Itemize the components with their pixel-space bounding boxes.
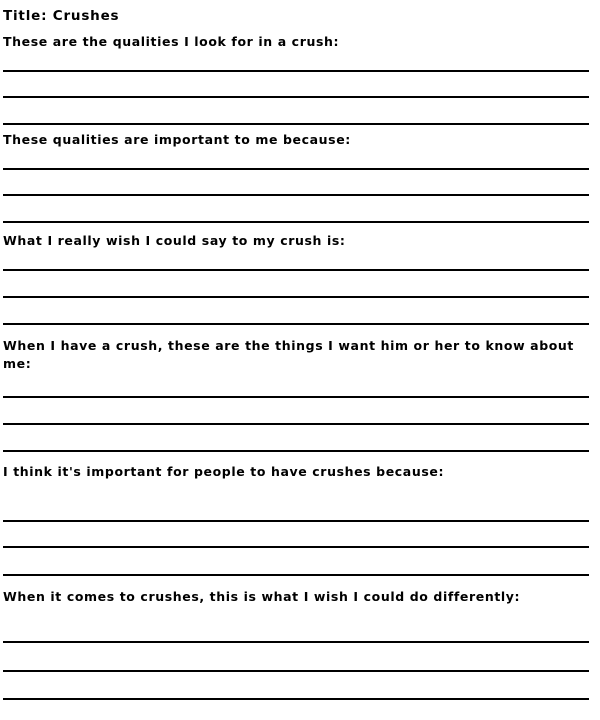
prompt-3: What I really wish I could say to my crush is: [3, 233, 346, 248]
answer-line-1c[interactable] [3, 123, 589, 125]
answer-line-1a[interactable] [3, 70, 589, 72]
prompt-2: These qualities are important to me because: [3, 132, 351, 147]
answer-line-5c[interactable] [3, 574, 589, 576]
answer-line-4c[interactable] [3, 450, 589, 452]
worksheet-title: Title: Crushes [3, 8, 120, 24]
answer-line-3a[interactable] [3, 269, 589, 271]
answer-line-3c[interactable] [3, 323, 589, 325]
answer-line-4a[interactable] [3, 396, 589, 398]
answer-line-5b[interactable] [3, 546, 589, 548]
answer-line-5a[interactable] [3, 520, 589, 522]
answer-line-6b[interactable] [3, 670, 589, 672]
prompt-4: When I have a crush, these are the things I want him or her to know about me: [3, 338, 575, 371]
answer-line-2a[interactable] [3, 168, 589, 170]
answer-line-2b[interactable] [3, 194, 589, 196]
answer-line-6c[interactable] [3, 698, 589, 700]
prompt-1: These are the qualities I look for in a crush: [3, 34, 340, 49]
answer-line-2c[interactable] [3, 221, 589, 223]
answer-line-4b[interactable] [3, 423, 589, 425]
answer-line-6a[interactable] [3, 641, 589, 643]
prompt-6: When it comes to crushes, this is what I wish I could do differently: [3, 589, 521, 604]
answer-line-3b[interactable] [3, 296, 589, 298]
prompt-5: I think it's important for people to have crushes because: [3, 464, 445, 479]
answer-line-1b[interactable] [3, 96, 589, 98]
